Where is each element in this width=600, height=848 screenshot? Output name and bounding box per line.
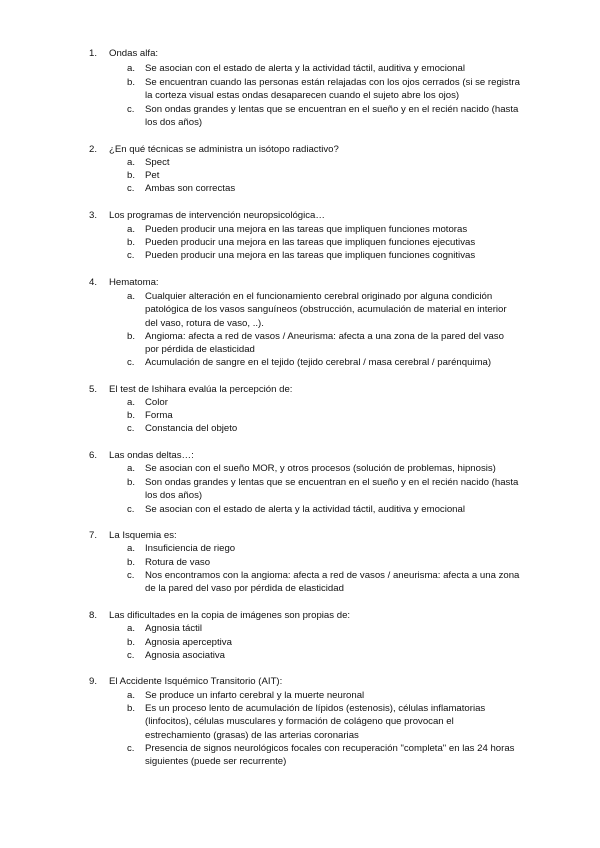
question-text: El test de Ishihara evalúa la percepción de: [109, 384, 293, 395]
option-letter: c. [127, 104, 135, 115]
option-letter: c. [127, 183, 135, 194]
option-letter: a. [127, 224, 136, 235]
option-letter: a. [127, 463, 136, 474]
option-text: Agnosia asociativa [145, 650, 225, 661]
option-letter: a. [127, 543, 136, 554]
question-text: ¿En qué técnicas se administra un isótopo radiactivo? [109, 144, 339, 155]
option-text: Nos encontramos con la angioma: afecta a red de vasos / aneurisma: afecta a una zona de la pared del vaso por pérdida de elasticidad [145, 570, 520, 595]
question-text: Las dificultades en la copia de imágenes son propias de: [109, 610, 351, 621]
option-text: Se asocian con el sueño MOR, y otros procesos (solución de problemas, hipnosis) [145, 463, 496, 474]
question-text: El Accidente Isquémico Transitorio (AIT): [109, 676, 283, 687]
option-text: Pueden producir una mejora en las tareas que impliquen funciones ejecutivas [145, 237, 476, 248]
option-letter: a. [127, 63, 136, 74]
option-text: Se produce un infarto cerebral y la muerte neuronal [145, 690, 365, 701]
option-letter: b. [127, 557, 136, 568]
option-text: Spect [145, 157, 170, 168]
option-text: Rotura de vaso [145, 557, 211, 568]
option-letter: b. [127, 170, 136, 181]
option-letter: b. [127, 637, 136, 648]
option-letter: a. [127, 291, 136, 302]
question-text: La Isquemia es: [109, 530, 177, 541]
option-text: Pueden producir una mejora en las tareas que impliquen funciones motoras [145, 224, 468, 235]
question-text: Hematoma: [109, 277, 159, 288]
option-letter: b. [127, 331, 136, 342]
question-number: 2. [89, 144, 98, 155]
option-letter: b. [127, 77, 136, 88]
option-text: Ambas son correctas [145, 183, 236, 194]
option-text: Se asocian con el estado de alerta y la actividad táctil, auditiva y emocional [145, 504, 465, 515]
option-letter: a. [127, 397, 136, 408]
option-letter: b. [127, 237, 136, 248]
option-text: Es un proceso lento de acumulación de lípidos (estenosis), células inflamatorias (linfocitos), células musculares y formación de colágeno que provocan el estrechamiento (grasas) de las arterias coronarias [145, 703, 486, 741]
question-number: 1. [89, 48, 98, 59]
option-text: Se encuentran cuando las personas están relajadas con los ojos cerrados (si se registra la corteza visual estas ondas desaparecen cuando el sujeto abre los ojos) [145, 77, 520, 102]
option-text: Agnosia táctil [145, 623, 203, 634]
question-number: 8. [89, 610, 98, 621]
option-text: Pet [145, 170, 160, 181]
option-text: Se asocian con el estado de alerta y la actividad táctil, auditiva y emocional [145, 63, 465, 74]
option-letter: c. [127, 357, 135, 368]
option-text: Angioma: afecta a red de vasos / Aneurisma: afecta a una zona de la pared del vaso por pérdida de elasticidad [145, 331, 504, 356]
option-text: Cualquier alteración en el funcionamiento cerebral originado por alguna condición patológica de los vasos sanguíneos (obstrucción, acumulación de material en interior del vaso, rotura de vaso, ..). [145, 291, 507, 329]
option-text: Pueden producir una mejora en las tareas que impliquen funciones cognitivas [145, 250, 476, 261]
question-text: Las ondas deltas…: [109, 450, 194, 461]
question-number: 4. [89, 277, 98, 288]
question-number: 3. [89, 210, 98, 221]
option-letter: c. [127, 250, 135, 261]
question-number: 7. [89, 530, 98, 541]
option-text: Insuficiencia de riego [145, 543, 236, 554]
option-letter: c. [127, 650, 135, 661]
option-letter: c. [127, 743, 135, 754]
question-number: 5. [89, 384, 98, 395]
option-text: Forma [145, 410, 173, 421]
option-text: Constancia del objeto [145, 423, 238, 434]
option-letter: a. [127, 623, 136, 634]
option-letter: c. [127, 570, 135, 581]
option-letter: a. [127, 157, 136, 168]
option-text: Son ondas grandes y lentas que se encuentran en el sueño y en el recién nacido (hasta los dos años) [145, 477, 519, 502]
option-letter: b. [127, 410, 136, 421]
question-number: 6. [89, 450, 98, 461]
question-text: Los programas de intervención neuropsicológica… [109, 210, 325, 221]
option-letter: b. [127, 477, 136, 488]
option-letter: c. [127, 423, 135, 434]
question-text: Ondas alfa: [109, 48, 159, 59]
option-text: Son ondas grandes y lentas que se encuentran en el sueño y en el recién nacido (hasta los dos años) [145, 104, 519, 129]
option-letter: a. [127, 690, 136, 701]
option-letter: c. [127, 504, 135, 515]
option-letter: b. [127, 703, 136, 714]
option-text: Color [145, 397, 168, 408]
option-text: Acumulación de sangre en el tejido (tejido cerebral / masa cerebral / parénquima) [145, 357, 492, 368]
option-text: Agnosia aperceptiva [145, 637, 232, 648]
option-text: Presencia de signos neurológicos focales con recuperación "completa" en las 24 horas siguientes (puede ser recurrente) [145, 743, 515, 768]
question-number: 9. [89, 676, 98, 687]
